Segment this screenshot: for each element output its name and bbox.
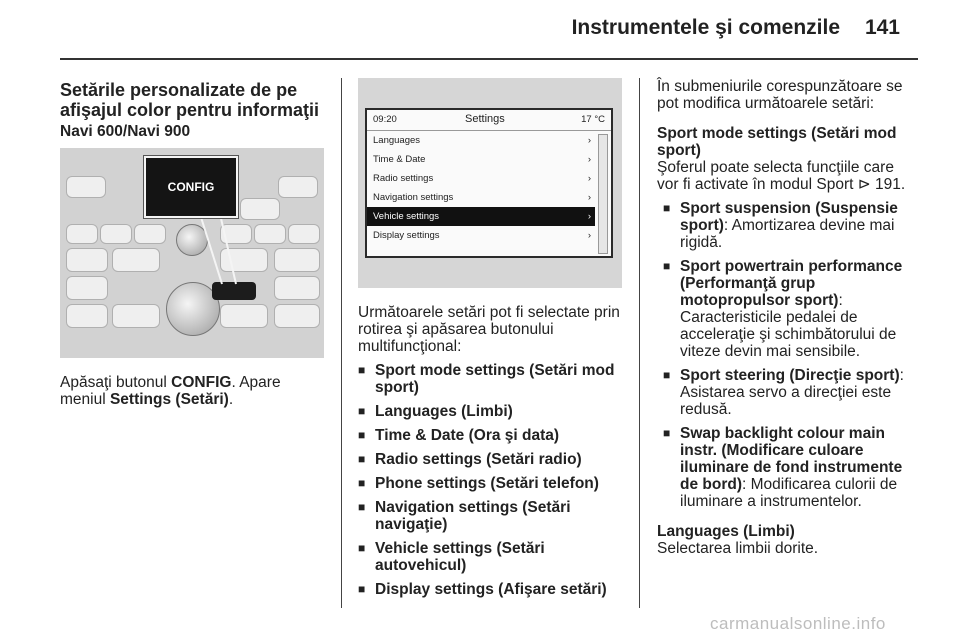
clock: 09:20 (373, 114, 397, 125)
screen-menu-item: Languages › (367, 131, 595, 150)
section-subheading: Navi 600/Navi 900 (60, 123, 191, 140)
left-column (60, 80, 330, 140)
languages-heading: Languages (Limbi) (657, 523, 795, 540)
middle-column (358, 304, 630, 598)
chevron-right-icon: › (587, 192, 591, 203)
chevron-right-icon: › (587, 154, 591, 165)
settings-term: Settings (Setări) (109, 391, 229, 408)
watermark: carmanualsonline.info (710, 614, 886, 633)
chevron-right-icon: › (587, 173, 591, 184)
control-panel-photo (60, 148, 324, 358)
settings-screen (365, 108, 613, 258)
page-header-title: Instrumentele şi comenzile (571, 16, 840, 39)
sport-heading: Sport mode settings (Setări mod sport) (657, 125, 897, 159)
languages-text: Selectarea limbii dorite. (657, 540, 819, 557)
list-item: ■ Display settings (Afişare setări) (358, 581, 630, 598)
chevron-right-icon: › (587, 135, 591, 146)
config-term: CONFIG (171, 374, 232, 391)
page-ref: 191. (875, 176, 906, 193)
list-item: ■ Languages (Limbi) (358, 403, 630, 420)
settings-list (358, 362, 630, 598)
header-rule (60, 58, 918, 60)
column-divider (639, 78, 640, 608)
list-item: ■ Sport powertrain performance (Performanţă grup motopropulsor sport): Caracteristicile pedalei de acceleraţie şi schimbătorului de viteze devin mai sensibile. (663, 258, 919, 360)
list-item: ■ Sport steering (Direcţie sport): Asistarea servo a direcţiei este redusă. (663, 367, 919, 418)
list-item: ■ Radio settings (Setări radio) (358, 451, 630, 468)
config-callout: CONFIG (144, 156, 238, 218)
left-body-text: Apăsaţi butonul CONFIG. Apare meniul Settings (Setări). (60, 374, 281, 408)
list-item: ■ Time & Date (Ora şi data) (358, 427, 630, 444)
middle-intro: Următoarele setări pot fi selectate prin rotirea şi apăsarea butonului multifuncţional: (358, 304, 620, 355)
list-item: ■ Vehicle settings (Setări autovehicul) (358, 540, 630, 574)
screen-menu-item: Radio settings › (367, 169, 595, 188)
list-item: ■ Swap backlight colour main instr. (Modificare culoare iluminare de fond instrumente de bord): Modificarea culorii de iluminare a instrumentelor. (663, 425, 919, 510)
right-column (657, 78, 919, 557)
page-ref-icon: ⊳ (857, 176, 876, 193)
screen-title: Settings (465, 113, 505, 125)
chevron-right-icon: › (587, 211, 591, 222)
screen-menu-item: Navigation settings › (367, 188, 595, 207)
list-item: ■ Phone settings (Setări telefon) (358, 475, 630, 492)
screen-menu-item: Display settings › (367, 226, 595, 245)
temperature: 17 °C (581, 114, 605, 125)
list-item: ■ Sport mode settings (Setări mod sport) (358, 362, 630, 396)
column-divider (341, 78, 342, 608)
chevron-right-icon: › (587, 230, 591, 241)
sport-options-list (663, 200, 919, 510)
page-number: 141 (864, 16, 900, 39)
screen-scrollbar (598, 134, 608, 254)
screen-menu-item: Time & Date › (367, 150, 595, 169)
right-intro: În submeniurile corespunzătoare se pot modifica următoarele setări: (657, 78, 903, 112)
list-item: ■ Sport suspension (Suspensie sport): Amortizarea devine mai rigidă. (663, 200, 919, 251)
sport-text: Şoferul poate selecta funcţiile care vor fi activate în modul Sport (657, 159, 894, 193)
screen-status-bar (367, 110, 611, 131)
screen-menu-item-selected: Vehicle settings › (367, 207, 595, 226)
section-heading: Setările personalizate de pe afişajul color pentru informaţii (60, 80, 320, 120)
list-item: ■ Navigation settings (Setări navigaţie) (358, 499, 630, 533)
settings-screen-photo (358, 78, 622, 288)
